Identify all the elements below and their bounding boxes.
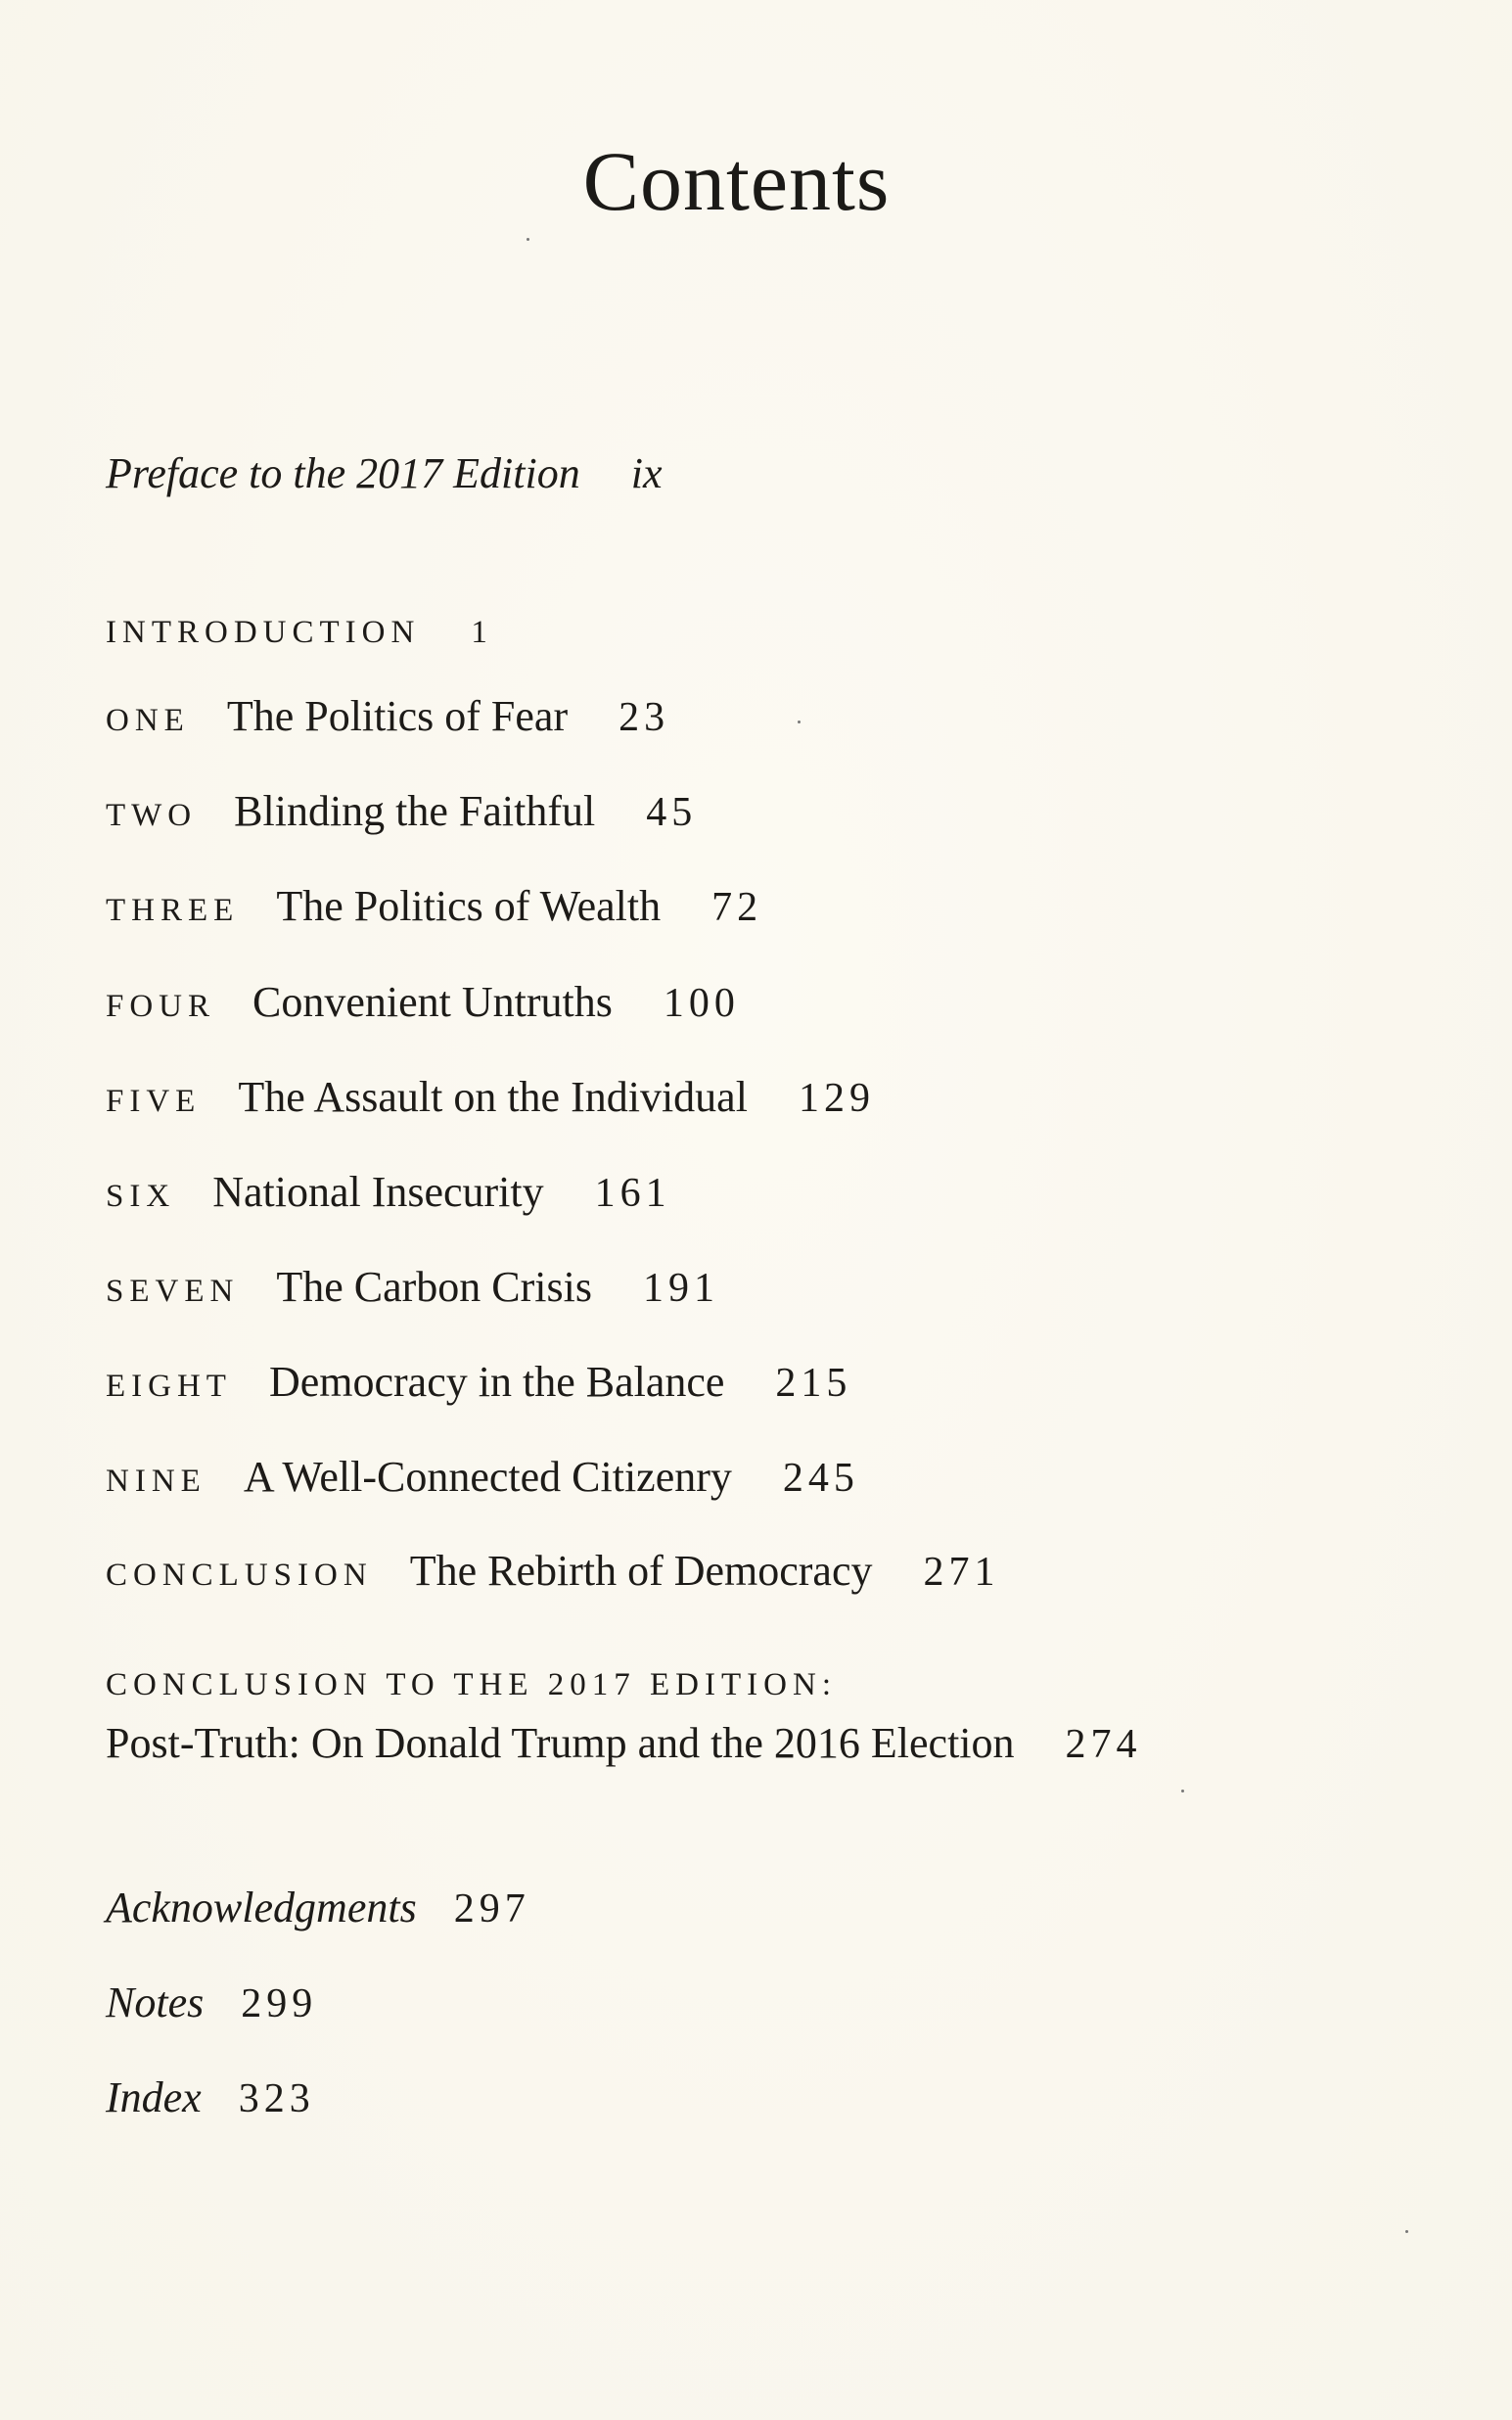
chapter-title: Blinding the Faithful	[234, 787, 596, 835]
toc-entry-introduction	[106, 607, 493, 650]
chapter-title: Democracy in the Balance	[268, 1358, 725, 1406]
paper-speck	[527, 238, 529, 241]
chapter-page: 129	[798, 1076, 875, 1121]
chapter-label: TWO	[106, 798, 198, 833]
introduction-page: 1	[471, 615, 493, 650]
chapter-label: ONE	[106, 703, 190, 738]
toc-entry-conclusion	[106, 1547, 1000, 1595]
backmatter-page: 297	[453, 1886, 530, 1931]
chapter-page: 215	[775, 1361, 852, 1406]
conclusion-2017-label: CONCLUSION TO THE 2017 EDITION:	[106, 1667, 837, 1702]
chapter-page: 161	[594, 1171, 671, 1216]
toc-entry-chapter-3	[106, 882, 763, 930]
chapter-label: CONCLUSION	[106, 1558, 373, 1593]
chapter-title: The Politics of Fear	[226, 692, 569, 740]
chapter-title: The Politics of Wealth	[276, 882, 662, 930]
chapter-title: The Carbon Crisis	[276, 1263, 592, 1311]
chapter-page: 271	[923, 1550, 1000, 1595]
chapter-label: NINE	[106, 1464, 206, 1499]
chapter-page: 72	[711, 885, 763, 930]
paper-speck	[1181, 1790, 1184, 1792]
paper-speck	[798, 721, 801, 723]
chapter-page: 45	[646, 790, 698, 835]
toc-entry-chapter-1	[106, 692, 670, 740]
toc-entry-chapter-9	[106, 1453, 859, 1501]
toc-entry-chapter-7	[106, 1263, 719, 1311]
toc-entry-chapter-5	[106, 1073, 875, 1121]
backmatter-page: 299	[241, 1981, 318, 2026]
chapter-title: The Assault on the Individual	[238, 1073, 748, 1121]
toc-entry-notes	[106, 1978, 318, 2026]
backmatter-title: Acknowledgments	[106, 1884, 417, 1931]
chapter-label: FOUR	[106, 989, 216, 1024]
chapter-page: 23	[619, 695, 670, 740]
toc-entry-chapter-8	[106, 1358, 852, 1406]
chapter-label: FIVE	[106, 1084, 202, 1119]
toc-entry-conclusion-2017	[106, 1719, 1142, 1767]
toc-entry-chapter-2	[106, 787, 698, 835]
page-title: Contents	[582, 134, 891, 228]
chapter-label: THREE	[106, 893, 240, 928]
chapter-title: A Well-Connected Citizenry	[243, 1453, 732, 1501]
chapter-title: The Rebirth of Democracy	[409, 1547, 873, 1595]
toc-entry-chapter-4	[106, 978, 740, 1026]
toc-entry-acknowledgments	[106, 1886, 530, 1930]
toc-entry-preface	[106, 449, 663, 497]
preface-title: Preface to the 2017 Edition	[106, 449, 580, 497]
backmatter-title: Notes	[106, 1978, 205, 2026]
introduction-label: INTRODUCTION	[106, 615, 421, 650]
preface-page: ix	[630, 449, 663, 497]
chapter-label: SIX	[106, 1179, 176, 1214]
chapter-title: Convenient Untruths	[252, 978, 613, 1026]
chapter-page: 100	[663, 981, 740, 1026]
chapter-label: EIGHT	[106, 1369, 232, 1404]
paper-speck	[1405, 2230, 1408, 2233]
backmatter-title: Index	[106, 2073, 202, 2121]
chapter-page: 191	[642, 1266, 719, 1311]
backmatter-page: 323	[238, 2076, 315, 2121]
toc-entry-index	[106, 2073, 315, 2121]
conclusion-2017-title: Post-Truth: On Donald Trump and the 2016 Election	[106, 1719, 1015, 1767]
chapter-label: SEVEN	[106, 1274, 240, 1309]
chapter-page: 245	[782, 1456, 859, 1501]
conclusion-2017-page: 274	[1065, 1722, 1142, 1767]
toc-entry-chapter-6	[106, 1168, 671, 1216]
chapter-title: National Insecurity	[212, 1168, 544, 1216]
